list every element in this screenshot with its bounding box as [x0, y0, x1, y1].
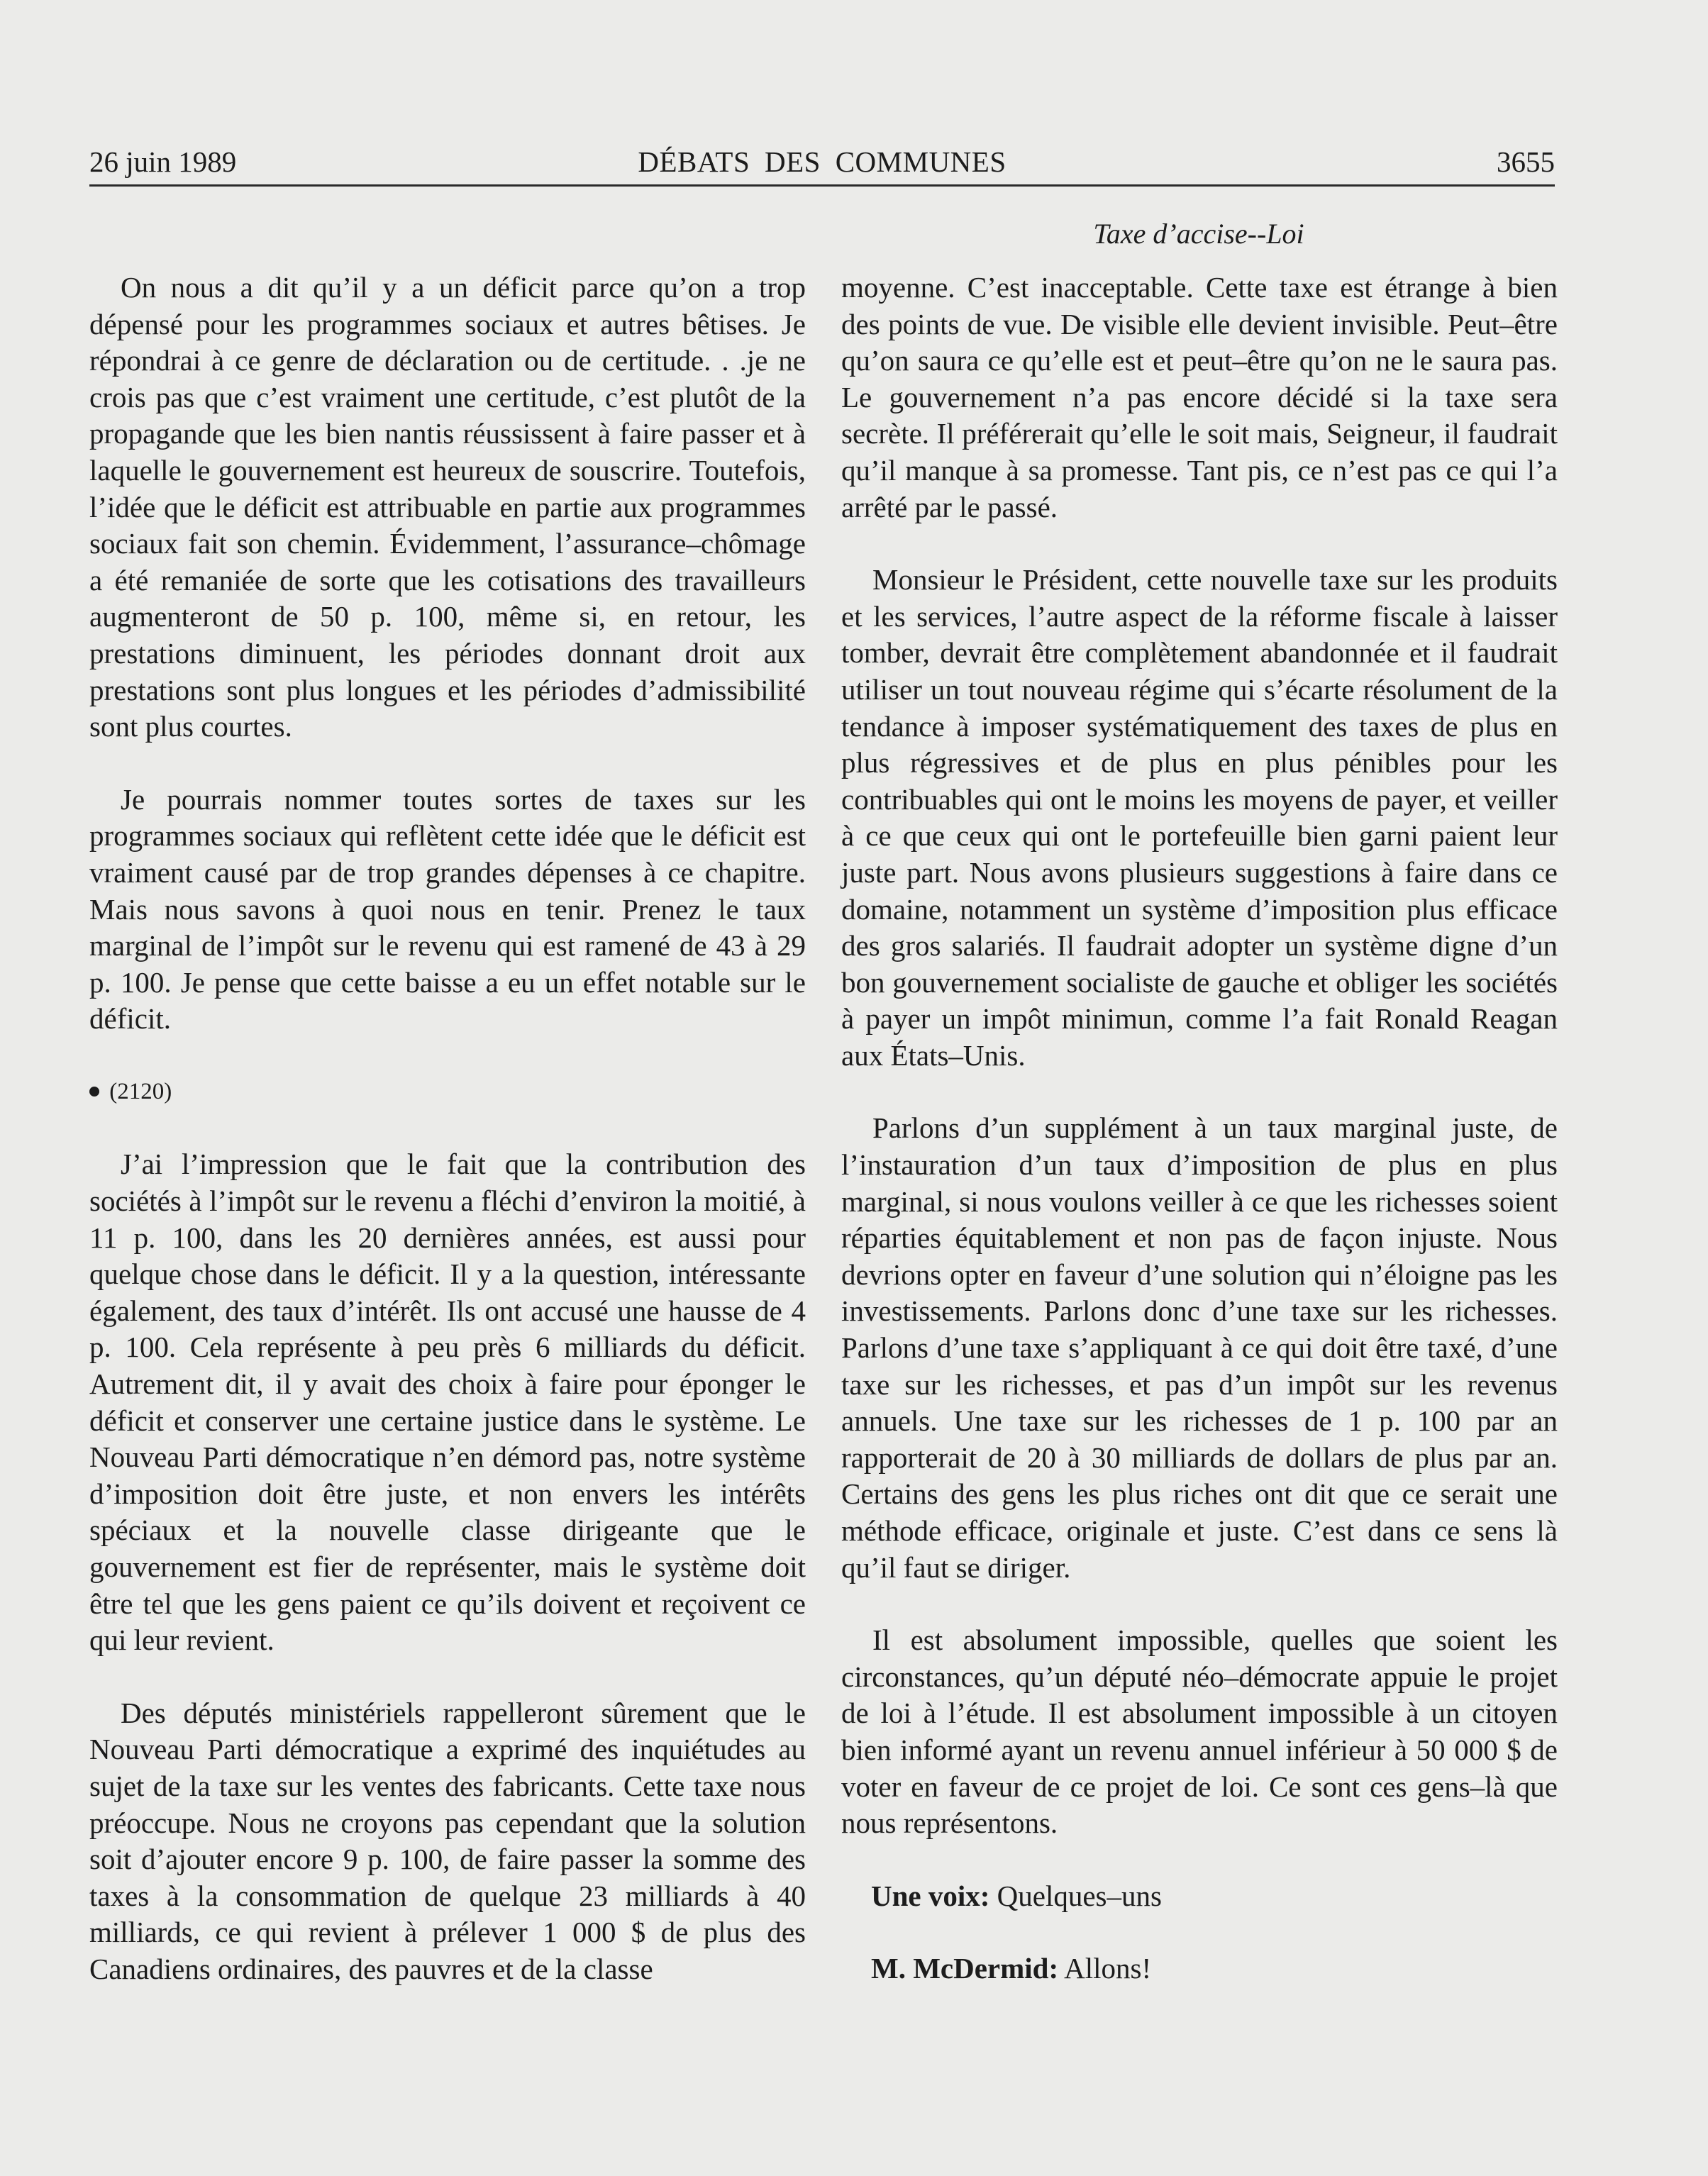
paragraph: J’ai l’impression que le fait que la contribution des sociétés à l’impôt sur le revenu a fléchi d’environ la moitié, à 11 p. 100, dans les 20 dernières années, est aussi pour quelque chose dans le déficit. Il y a la question, intéressante également, des taux d’intérêt. Ils ont accusé une hausse de 4 p. 100. Cela représente à peu près 6 milliards du déficit. Autrement dit, il y avait des choix à faire pour éponger le déficit et conserver une certaine justice dans le système. Le Nouveau Parti démocratique n’en démord pas, notre système d’imposition doit être juste, et non envers les intérêts spéciaux et la nouvelle classe dirigeante que le gouvernement est fier de représenter, mais le système doit être tel que les gens paient ce qu’ils doivent et reçoivent ce qui leur revient.: [89, 1148, 806, 1657]
timestamp-text: (2120): [109, 1078, 172, 1104]
paragraph: Des députés ministériels rappelleront sûrement que le Nouveau Parti démocratique a exprimé des inquiétudes au sujet de la taxe sur les ventes des fabricants. Cette taxe nous préoccupe. Nous ne croyons pas cependant que la solution soit d’ajouter encore 9 p. 100, de faire passer la somme des taxes à la consommation de quelque 23 milliards à 40 milliards, ce qui revient à prélever 1 000 $ de plus des Canadiens ordinaires, des pauvres et de la classe: [89, 1696, 806, 1985]
timestamp-marker: [89, 1074, 806, 1111]
paragraph: moyenne. C’est inacceptable. Cette taxe est étrange à bien des points de vue. De visible elle devient invisible. Peut–être qu’on saura ce qu’elle est et peut–être qu’on ne le saura pas. Le gouvernement n’a pas encore décidé si la taxe sera secrète. Il préférerait qu’elle le soit mais, Seigneur, il faudrait qu’il manque à sa promesse. Tant pis, ce n’est pas ce qui l’a arrêté par le passé.: [841, 271, 1558, 523]
page-header: [89, 142, 1555, 187]
header-page-number: 3655: [1497, 145, 1555, 178]
speaker-name: M. McDermid:: [871, 1952, 1059, 1985]
interjection: [841, 1878, 1558, 1915]
paragraph: Il est absolument impossible, quelles que soient les circonstances, qu’un député néo–démocrate appuie le projet de loi à l’étude. Il est absolument impossible à un citoyen bien informé ayant un revenu annuel inférieur à 50 000 $ de voter en faveur de ce projet de loi. Ce sont ces gens–là que nous représentons.: [841, 1623, 1558, 1840]
interjection: [841, 1950, 1558, 1987]
paragraph: On nous a dit qu’il y a un déficit parce qu’on a trop dépensé pour les programmes sociaux et autres bêtises. Je répondrai à ce genre de déclaration ou de certitude. . .je ne crois pas que c’est vraiment une certitude, c’est plutôt de la propagande que les bien nantis réussissent à faire passer et à laquelle le gouvernement est heureux de souscrire. Toutefois, l’idée que le déficit est attribuable en partie aux programmes sociaux fait son chemin. Évidemment, l’assurance–chômage a été remaniée de sorte que les cotisations des travailleurs augmenteront de 50 p. 100, même si, en retour, les prestations diminuent, les périodes donnant droit aux prestations sont plus longues et les périodes d’admissibilité sont plus courtes.: [89, 271, 806, 743]
paragraph: Je pourrais nommer toutes sortes de taxes sur les programmes sociaux qui reflètent cette idée que le déficit est vraiment causé par de trop grandes dépenses à ce chapitre. Mais nous savons à quoi nous en tenir. Prenez le taux marginal de l’impôt sur le revenu qui est ramené de 43 à 29 p. 100. Je pense que cette baisse a eu un effet notable sur le déficit.: [89, 782, 806, 1036]
paragraph: Monsieur le Président, cette nouvelle taxe sur les produits et les services, l’autre aspect de la réforme fiscale à laisser tomber, devrait être complètement abandonnée et il faudrait utiliser un tout nouveau régime qui s’écarte résolument de la tendance à imposer systématiquement des taxes de plus en plus régressives et de plus en plus pénibles pour les contribuables qui ont le moins les moyens de payer, et veiller à ce que ceux qui ont le portefeuille bien garni paient leur juste part. Nous avons plusieurs suggestions à faire dans ce domaine, notamment un système d’imposition plus efficace des gros salariés. Il faudrait adopter un système digne d’un bon gouvernement socialiste de gauche et obliger les sociétés à payer un impôt minimun, comme l’a fait Ronald Reagan aux États–Unis.: [841, 563, 1558, 1072]
header-date: 26 juin 1989: [89, 145, 237, 178]
interjection-text: Allons!: [1064, 1952, 1152, 1985]
running-title: Taxe d’accise--Loi: [1093, 218, 1304, 250]
left-column: [89, 270, 806, 2024]
interjection-text: Quelques–uns: [997, 1879, 1162, 1912]
header-journal-title: DÉBATS DES COMMUNES: [638, 145, 1006, 178]
paragraph: Parlons d’un supplément à un taux marginal juste, de l’instauration d’un taux d’imposition de plus en plus marginal, si nous voulons veiller à ce que les richesses soient réparties équitablement et non pas de façon injuste. Nous devrions opter en faveur d’une solution qui n’éloigne pas les investissements. Parlons donc d’une taxe sur les richesses. Parlons d’une taxe s’appliquant à ce qui doit être taxé, d’une taxe sur les richesses, et pas d’un impôt sur les revenus annuels. Une taxe sur les richesses de 1 p. 100 par an rapporterait de 20 à 30 milliards de dollars de plus par an. Certains des gens les plus riches ont dit que ce serait une méthode efficace, originale et juste. C’est dans ce sens là qu’il faut se diriger.: [841, 1111, 1558, 1584]
bullet-icon: [89, 1087, 99, 1097]
speaker-name: Une voix:: [871, 1879, 990, 1912]
right-column: [841, 270, 1558, 2024]
